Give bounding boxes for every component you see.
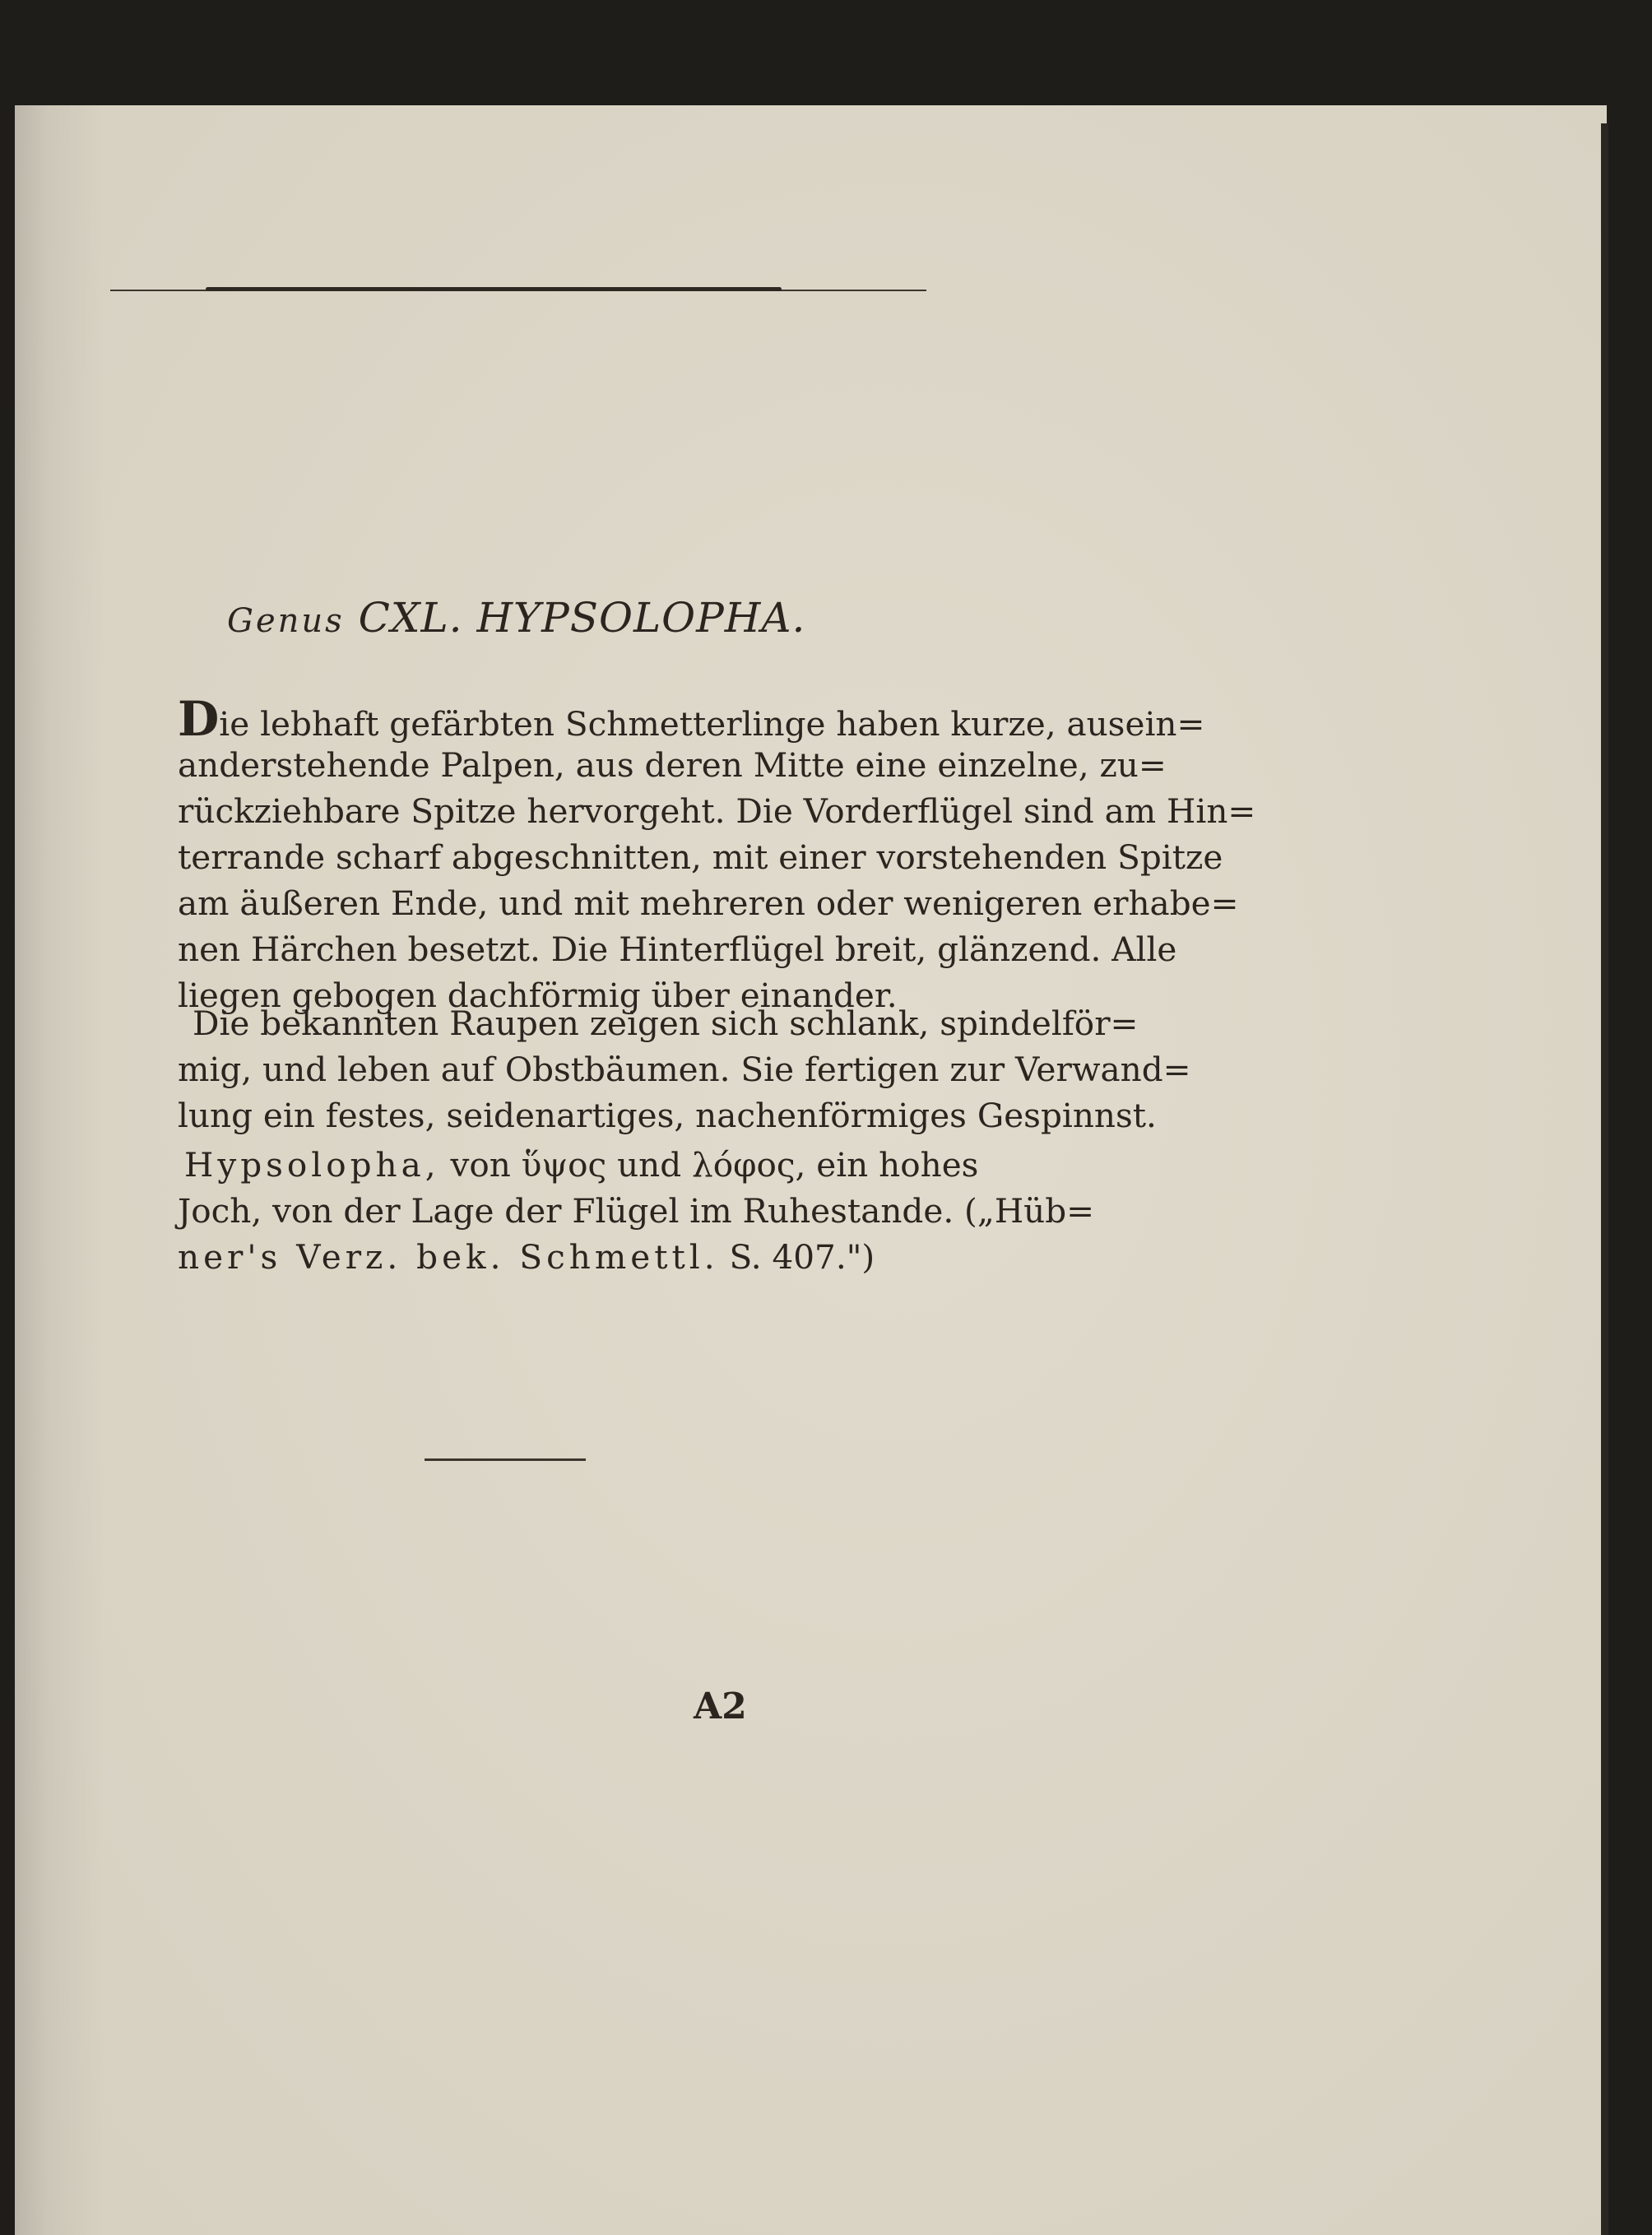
text-line: Die lebhaft gefärbten Schmetterlinge haben kurze, ausein= [178, 691, 1205, 747]
text-line: Hypsolopha, von ὕψος und λόφος, ein hohes [184, 1145, 979, 1185]
paragraph-etymology [178, 1142, 1095, 1280]
genus-heading [227, 594, 885, 642]
text-line: ner's Verz. bek. Schmettl. S. 407.") [178, 1237, 875, 1277]
text-line: Die bekannten Raupen zeigen sich schlank, spindelför= [193, 1004, 1139, 1043]
citation-title: ner's Verz. bek. Schmettl. [178, 1237, 719, 1277]
genus-name: HYPSOLOPHA. [476, 594, 806, 642]
text-line: liegen gebogen dachförmig über einander. [178, 976, 898, 1015]
paragraph-description [178, 691, 1256, 1018]
text-line: rückziehbare Spitze hervorgeht. Die Vorderflügel sind am Hin= [178, 791, 1256, 831]
text-line: anderstehende Palpen, aus deren Mitte eine einzelne, zu= [178, 745, 1167, 785]
text-line: lung ein festes, seidenartiges, nachenförmiges Gespinnst. [178, 1096, 1157, 1135]
genus-term: Hypsolopha, [184, 1145, 440, 1185]
genus-numeral: CXL. [358, 594, 463, 642]
text-line: nen Härchen besetzt. Die Hinterflügel breit, glänzend. Alle [178, 930, 1177, 969]
signature-mark: A2 [694, 1686, 747, 1727]
page-edge-shadow [1601, 123, 1608, 2235]
paragraph-caterpillars [178, 1000, 1191, 1138]
header-rule-thick [206, 287, 782, 291]
text-line: mig, und leben auf Obstbäumen. Sie fertigen zur Verwand= [178, 1050, 1191, 1089]
closing-rule [425, 1458, 586, 1461]
text-line: Joch, von der Lage der Flügel im Ruhestande. („Hüb= [178, 1191, 1095, 1231]
text-line: am äußeren Ende, und mit mehreren oder wenigeren erhabe= [178, 883, 1239, 923]
genus-word: Genus [227, 602, 345, 640]
drop-cap: D [178, 691, 220, 747]
text-line: terrande scharf abgeschnitten, mit einer vorstehenden Spitze [178, 837, 1223, 877]
